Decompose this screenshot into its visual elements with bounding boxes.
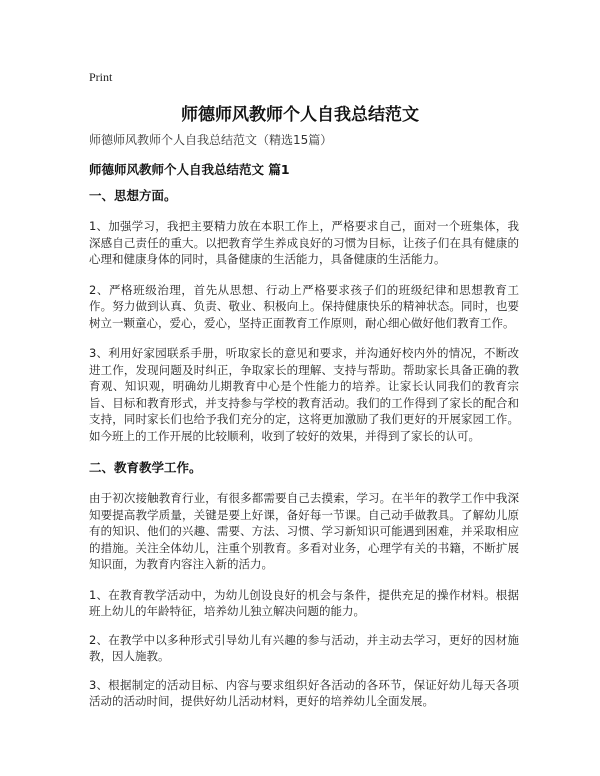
document-subtitle: 师德师风教师个人自我总结范文（精选15篇）: [89, 133, 333, 147]
paragraph: 3、根据制定的活动目标、内容与要求组织好各活动的各环节，保证好幼儿每天各项活动的活动时间，提供好幼儿活动材料，更好的培养幼儿全面发展。: [89, 677, 519, 708]
paragraph: 1、在教育教学活动中，为幼儿创设良好的机会与条件，提供充足的操作材料。根据班上幼儿的年龄特征，培养幼儿独立解决问题的能力。: [89, 587, 519, 618]
paragraph: 3、利用好家园联系手册，听取家长的意见和要求，并沟通好校内外的情况，不断改进工作，发现问题及时纠正，争取家长的理解、支持与帮助。帮助家长具备正确的教育观、知识观，明确幼儿期教育中心是个性能力的培养。让家长认同我们的教育宗旨、目标和教育形式，并支持参与学校的教育活动。我们的工作得到了家长的配合和支持，同时家长们也给予我们充分的定，这将更加激励了我们更好的开展家园工作。如今班上的工作开展的比较顺利，收到了较好的效果，并得到了家长的认可。: [89, 346, 519, 443]
section-title: 师德师风教师个人自我总结范文 篇1: [89, 162, 290, 177]
heading-teaching: 二、教育教学工作。: [89, 460, 202, 475]
paragraph: 2、在教学中以多种形式引导幼儿有兴趣的参与活动，并主动去学习，更好的因材施教，因人施教。: [89, 632, 519, 663]
print-label[interactable]: Print: [89, 70, 113, 84]
paragraph: 由于初次接触教育行业，有很多都需要自己去摸索，学习。在半年的教学工作中我深知要提高教学质量，关键是要上好课，备好每一节课。自己动手做教具。了解幼儿原有的知识、他们的兴趣、需要、方法、习惯、学习新知识可能遇到困难，并采取相应的措施。关注全体幼儿，注重个别教育。多看对业务，心理学有关的书籍，不断扩展知识面，为教育内容注入新的活力。: [89, 491, 519, 571]
paragraph: 2、严格班级治理，首先从思想、行动上严格要求孩子们的班级纪律和思想教育工作。努力做到认真、负责、敬业、积极向上。保持健康快乐的精神状态。同时，也要树立一颗童心，爱心，爱心，坚持正面教育工作原则，耐心细心做好他们教育工作。: [89, 282, 519, 330]
heading-thought: 一、思想方面。: [89, 188, 177, 203]
paragraph: 1、加强学习，我把主要精力放在本职工作上，严格要求自己，面对一个班集体，我深感自己责任的重大。以把教育学生养成良好的习惯为目标，让孩子们在具有健康的心理和健康身体的同时，具备健康的生活能力，具备健康的生活能力。: [89, 219, 519, 266]
article-body: [89, 186, 519, 722]
page-title: 师德师风教师个人自我总结范文: [181, 105, 419, 125]
